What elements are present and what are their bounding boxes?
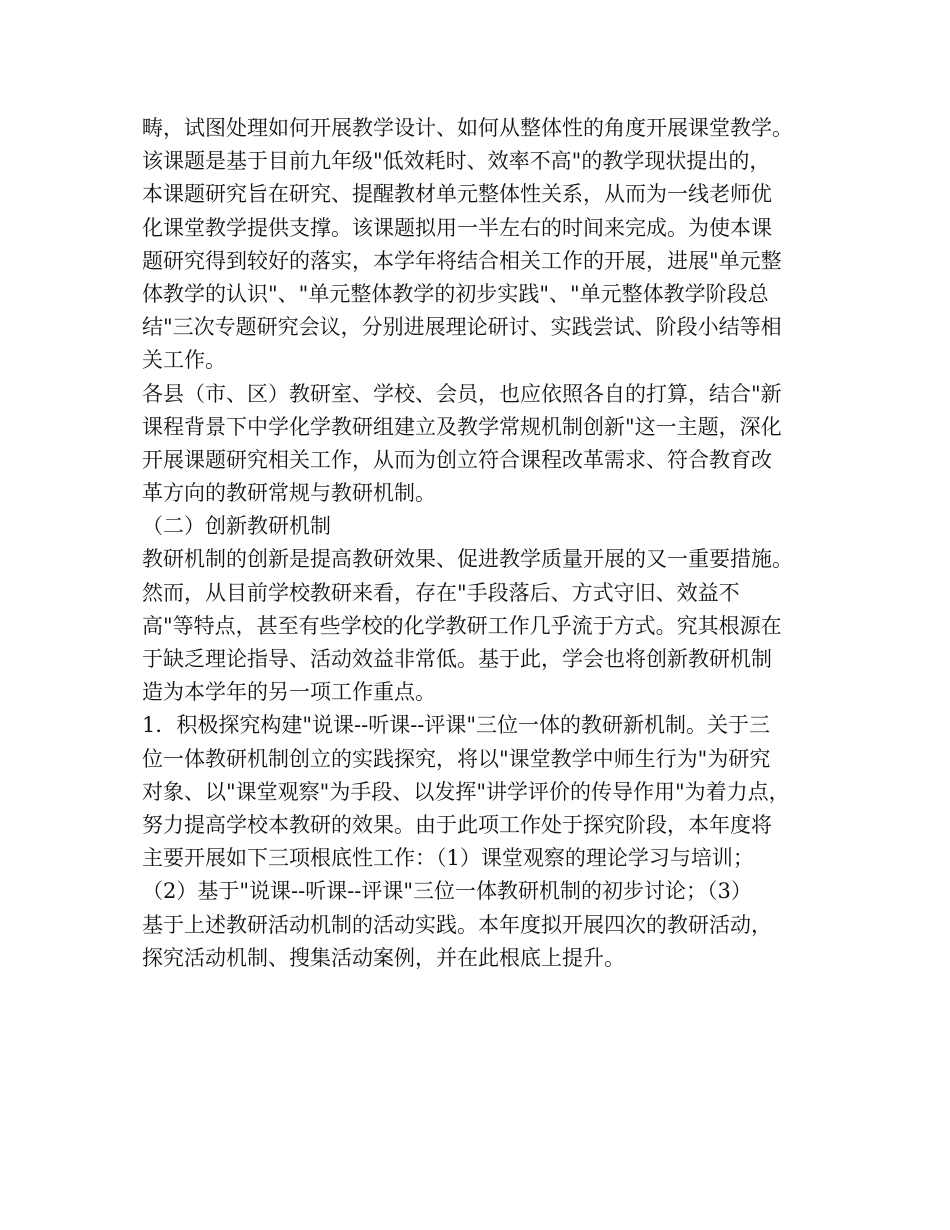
text-line: 努力提高学校本教研的效果。由于此项工作处于探究阶段，本年度将 xyxy=(142,812,772,837)
text-line: 各县（市、区）教研室、学校、会员，也应依照各自的打算，结合"新 xyxy=(142,381,782,406)
text-line: 课程背景下中学化学教研组建立及教学常规机制创新"这一主题，深化 xyxy=(142,414,782,439)
text-line: 教研机制的创新是提高教研效果、促进教学质量开展的又一重要措施。 xyxy=(142,547,793,572)
text-line: 主要开展如下三项根底性工作：（1）课堂观察的理论学习与培训； xyxy=(142,846,754,871)
document-body xyxy=(142,112,822,975)
text-line: 化课堂教学提供支撑。该课题拟用一半左右的时间来完成。为使本课 xyxy=(142,215,772,240)
text-line: 对象、以"课堂观察"为手段、以发挥"讲学评价的传导作用"为着力点， xyxy=(142,779,790,804)
text-line: 本课题研究旨在研究、提醒教材单元整体性关系，从而为一线老师优 xyxy=(142,182,772,207)
text-line: 结"三次专题研究会议，分别进展理论研讨、实践尝试、阶段小结等相 xyxy=(142,315,782,340)
text-line: 题研究得到较好的落实，本学年将结合相关工作的开展，进展"单元整 xyxy=(142,248,782,273)
text-line: 高"等特点，甚至有些学校的化学教研工作几乎流于方式。究其根源在 xyxy=(142,613,782,638)
text-line: 畴，试图处理如何开展教学设计、如何从整体性的角度开展课堂教学。 xyxy=(142,116,793,140)
text-line: 该课题是基于目前九年级"低效耗时、效率不高"的教学现状提出的， xyxy=(142,149,771,174)
text-line: 基于上述教研活动机制的活动实践。本年度拟开展四次的教研活动， xyxy=(142,912,772,937)
text-line: 体教学的认识"、"单元整体教学的初步实践"、"单元整体教学阶段总 xyxy=(142,281,769,306)
text-line: 然而，从目前学校教研来看，存在"手段落后、方式守旧、效益不 xyxy=(142,580,740,605)
text-line: 开展课题研究相关工作，从而为创立符合课程改革需求、符合教育改 xyxy=(142,447,772,472)
text-line: 于缺乏理论指导、活动效益非常低。基于此，学会也将创新教研机制 xyxy=(142,647,772,671)
text-line: 探究活动机制、搜集活动案例，并在此根底上提升。 xyxy=(142,945,625,970)
text-line: （2）基于"说课--听课--评课"三位一体教研机制的初步讨论；（3） xyxy=(142,879,752,904)
text-line: 位一体教研机制创立的实践探究，将以"课堂教学中师生行为"为研究 xyxy=(142,746,771,771)
text-line: 关工作。 xyxy=(142,348,226,373)
section-heading: （二）创新教研机制 xyxy=(142,514,331,539)
text-line: 造为本学年的另一项工作重点。 xyxy=(142,680,436,705)
text-line: 革方向的教研常规与教研机制。 xyxy=(142,481,436,506)
text-line: 1．积极探究构建"说课--听课--评课"三位一体的教研新机制。关于三 xyxy=(142,713,771,738)
